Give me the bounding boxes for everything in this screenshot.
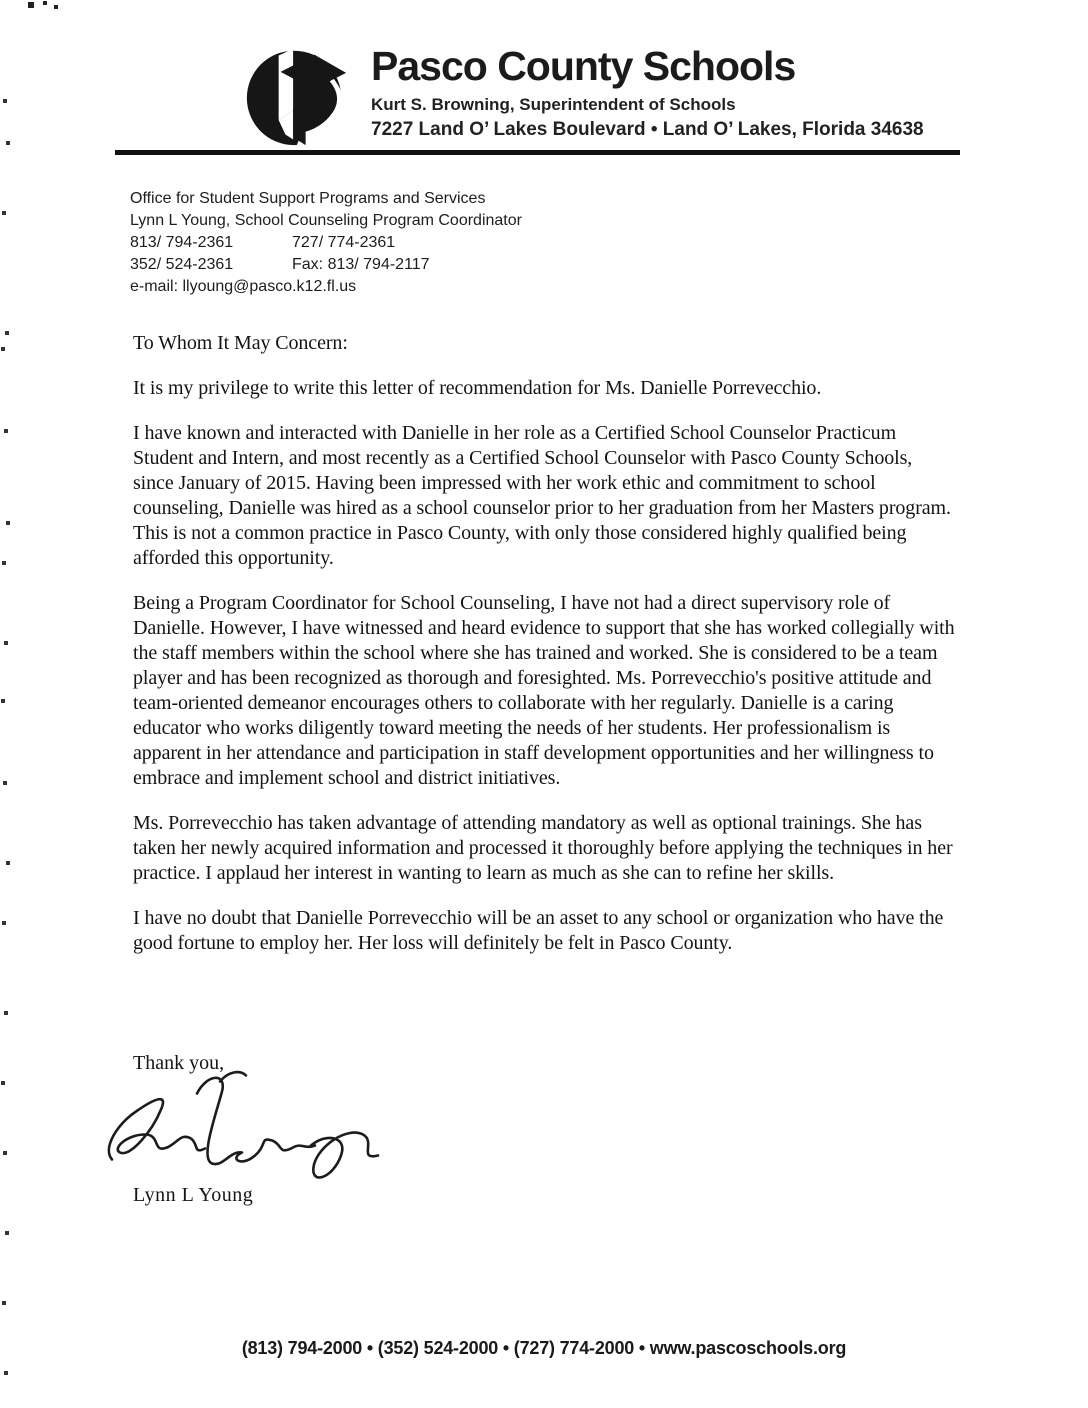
page-footer	[0, 1338, 1088, 1359]
paragraph-trainings: Ms. Porrevecchio has taken advantage of attending mandatory as well as optional trainings. She has taken her newly acquired information and processed it thoroughly before applying the techniques in her practice. I applaud her interest in wanting to learn as much as she can to refine her skills.	[133, 812, 953, 884]
paragraph-qualities: Being a Program Coordinator for School Counseling, I have not had a direct supervisory role of Danielle. However, I have witnessed and heard evidence to support that she has worked collegially with the staff members within the school where she has trained and worked. She is considered to be a team player and has been recognized as thorough and foresighted. Ms. Porrevecchio's positive attitude and team-oriented demeanor encourages others to collaborate with her regularly. Danielle is a caring educator who works diligently toward meeting the needs of her students. Her professionalism is apparent in her attendance and participation in staff development opportunities and her willingness to embrace and implement school and district initiatives.	[133, 592, 955, 789]
fax-number: Fax: 813/ 794-2117	[292, 256, 430, 273]
contact-block	[130, 188, 522, 298]
office-line: Office for Student Support Programs and Services	[130, 190, 486, 207]
pasco-schools-logo-icon	[245, 43, 347, 149]
school-address: 7227 Land O’ Lakes Boulevard • Land O’ Lakes, Florida 34638	[371, 119, 924, 140]
paragraph-background: I have known and interacted with Danielle in her role as a Certified School Counselor Practicum Student and Intern, and most recently as a Certified School Counselor with Pasco County Schools, since January of 2015. Having been impressed with her work ethic and commitment to school counseling, Danielle was hired as a school counselor prior to her graduation from her Masters program. This is not a common practice in Pasco County, with only those considered highly qualified being afforded this opportunity.	[133, 422, 951, 569]
signatory-name: Lynn L Young	[133, 1184, 254, 1206]
paragraph-endorsement: I have no doubt that Danielle Porrevecchio will be an asset to any school or organization who have the good fortune to employ her. Her loss will definitely be felt in Pasco County.	[133, 907, 944, 954]
salutation: To Whom It May Concern:	[133, 332, 348, 354]
scan-artifacts	[0, 0, 2, 2]
footer-contact-text: (813) 794-2000 • (352) 524-2000 • (727) 774-2000 • www.pascoschools.org	[241, 1338, 847, 1358]
phone-row-2	[130, 254, 522, 276]
email-line: e-mail: llyoung@pasco.k12.fl.us	[130, 278, 357, 295]
coordinator-line: Lynn L Young, School Counseling Program Coordinator	[130, 212, 522, 229]
letterhead	[245, 43, 924, 149]
paragraph-intro: It is my privilege to write this letter of recommendation for Ms. Danielle Porrevecchio.	[133, 377, 822, 399]
closing-line: Thank you,	[133, 1052, 225, 1074]
superintendent-line: Kurt S. Browning, Superintendent of Schools	[371, 95, 736, 114]
school-name: Pasco County Schools	[371, 43, 796, 89]
phone-352: 352/ 524-2361	[130, 256, 234, 273]
phone-row-1	[130, 232, 522, 254]
letter-body	[133, 331, 957, 976]
handwritten-signature-image	[100, 1062, 410, 1190]
phone-813: 813/ 794-2361	[130, 234, 234, 251]
phone-727: 727/ 774-2361	[292, 234, 396, 251]
header-divider	[115, 150, 960, 155]
